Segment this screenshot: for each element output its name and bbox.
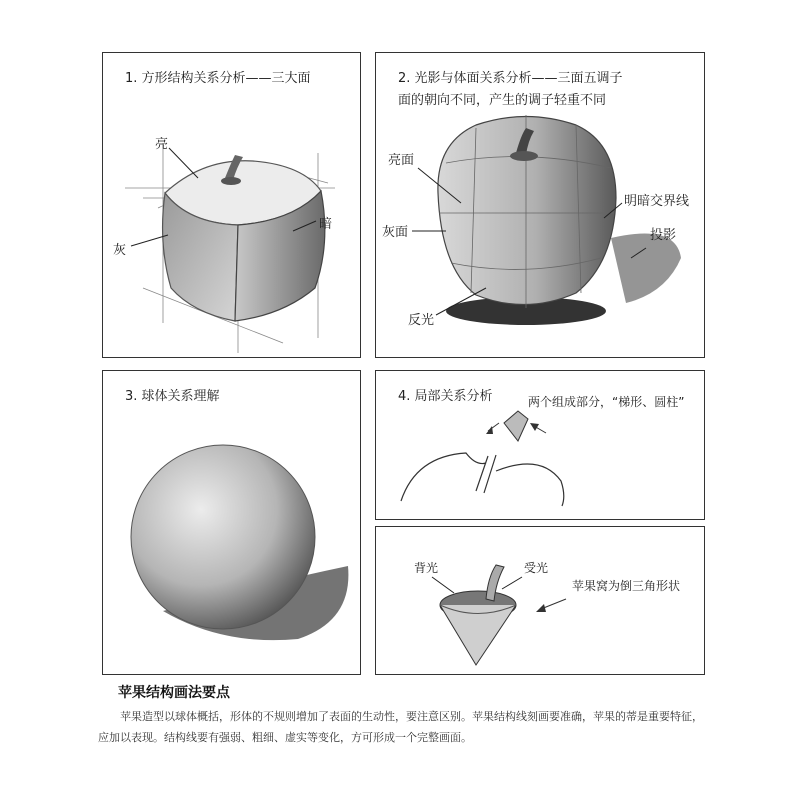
stem-detail-sketch: [376, 371, 706, 521]
sphere-sketch: [103, 371, 362, 676]
panel-title: 1. 方形结构关系分析——三大面: [125, 71, 311, 86]
panel-cube-analysis: [102, 52, 361, 358]
panel-local-analysis: [375, 370, 705, 520]
body-text: 苹果造型以球体概括，形体的不规则增加了表面的生动性，要注意区别。苹果结构线刻画要准确，苹果的蒂是重要特征，应加以表现。结构线要有强弱、粗细、虚实等变化，方可形成一个完整画面。: [98, 710, 703, 744]
label-gray-face: 灰面: [382, 225, 409, 240]
label-terminator: 明暗交界线: [624, 194, 690, 209]
label-dark: 暗: [319, 217, 333, 232]
parts-note: 两个组成部分，“梯形、圆柱”: [528, 395, 685, 409]
label-back-light: 背光: [414, 561, 439, 575]
label-light: 亮: [155, 137, 169, 152]
label-light-face: 亮面: [388, 153, 415, 168]
label-gray: 灰: [113, 243, 127, 258]
label-cast-shadow: 投影: [650, 228, 677, 243]
socket-sketch: [376, 527, 706, 676]
socket-note: 苹果窝为倒三角形状: [572, 579, 681, 593]
label-lit: 受光: [524, 561, 549, 575]
panel-light-shadow-analysis: [375, 52, 705, 358]
panel-subtitle: 面的朝向不同，产生的调子轻重不同: [398, 93, 607, 108]
cube-apple-sketch: [103, 53, 362, 359]
panel-sphere: [102, 370, 361, 675]
panel-apple-socket: [375, 526, 705, 675]
section-heading: 苹果结构画法要点: [118, 685, 230, 701]
label-reflected-light: 反光: [408, 313, 435, 328]
panel-title: 2. 光影与体面关系分析——三面五调子: [398, 71, 623, 86]
panel-title: 4. 局部关系分析: [398, 389, 493, 404]
panel-title: 3. 球体关系理解: [125, 389, 220, 404]
